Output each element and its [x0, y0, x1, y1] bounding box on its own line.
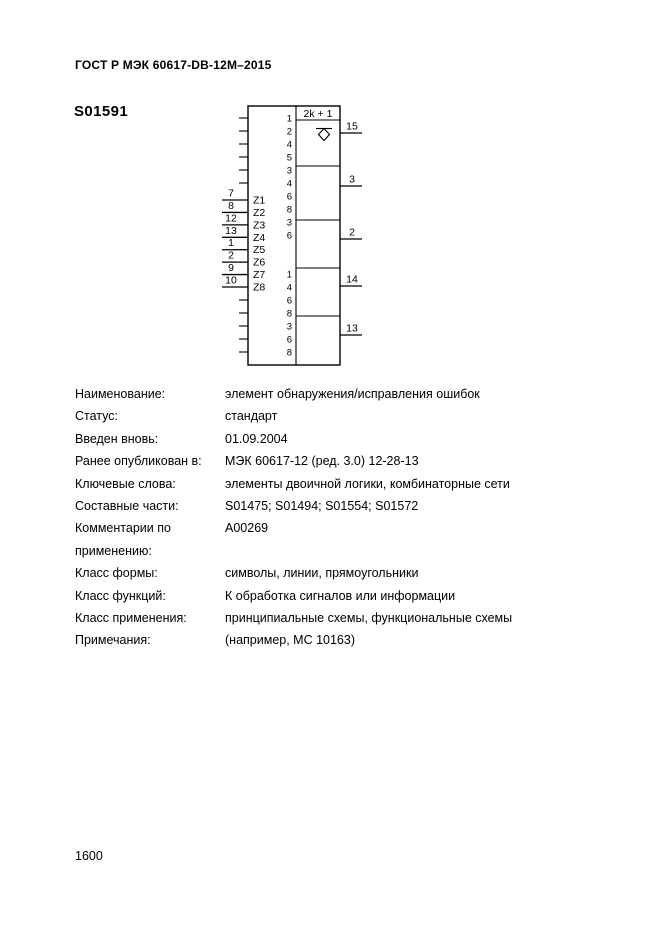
weight-number: 4: [286, 178, 292, 190]
page-number: 1600: [75, 849, 103, 863]
symbol-id: S01591: [74, 103, 129, 120]
weight-number: 8: [286, 308, 292, 320]
circuit-diagram: [0, 0, 661, 380]
input-label: Z7: [253, 269, 266, 282]
property-value: МЭК 60617-12 (ред. 3.0) 12-28-13: [225, 454, 419, 469]
weight-number: 4: [286, 282, 292, 294]
property-label: Статус:: [75, 409, 118, 424]
property-value: (например, MC 10163): [225, 633, 355, 648]
weight-number: 2: [286, 126, 292, 138]
property-row: [75, 473, 590, 495]
property-row: [75, 629, 590, 651]
weight-number: 3: [286, 321, 292, 333]
left-pin-number: 2: [228, 249, 234, 262]
property-row: [75, 607, 590, 629]
property-value: A00269: [225, 521, 269, 536]
property-row: [75, 428, 590, 450]
property-label: Класс применения:: [75, 611, 187, 626]
property-row: [75, 517, 590, 562]
property-label: Комментарии по применению:: [75, 521, 171, 558]
property-value: принципиальные схемы, функциональные схемы: [225, 611, 513, 626]
properties-table: [75, 383, 590, 652]
property-row: [75, 383, 590, 405]
weight-number: 1: [286, 269, 292, 281]
property-value: 01.09.2004: [225, 431, 288, 446]
property-value: элементы двоичной логики, комбинаторные сети: [225, 476, 510, 491]
weight-number: 5: [286, 152, 292, 164]
input-label: Z4: [253, 231, 266, 244]
property-row: [75, 585, 590, 607]
input-label: Z1: [253, 194, 266, 207]
input-label: Z5: [253, 244, 266, 257]
property-value: элемент обнаружения/исправления ошибок: [225, 387, 480, 401]
weight-number: 3: [286, 217, 292, 229]
left-pin-number: 12: [225, 212, 237, 225]
weight-number: 6: [286, 230, 292, 242]
open-circuit-diamond-icon: [319, 129, 330, 141]
property-row: [75, 495, 590, 517]
property-label: Ключевые слова:: [75, 476, 176, 491]
weight-number: 6: [286, 295, 292, 307]
property-value: символы, линии, прямоугольники: [225, 566, 419, 581]
property-label: Составные части:: [75, 499, 179, 514]
input-label: Z6: [253, 256, 266, 269]
property-row: [75, 405, 590, 427]
left-pin-number: 9: [228, 262, 234, 275]
right-pin-number: 13: [346, 322, 358, 335]
property-label: Класс формы:: [75, 566, 158, 581]
right-pin-number: 14: [346, 273, 358, 286]
property-label: Класс функций:: [75, 588, 166, 603]
left-pin-number: 13: [225, 224, 237, 237]
right-pin-number: 2: [349, 226, 355, 239]
weight-number: 4: [286, 139, 292, 151]
weight-number: 3: [286, 165, 292, 177]
property-label: Ранее опубликован в:: [75, 454, 202, 469]
property-value: S01475; S01494; S01554; S01572: [225, 499, 419, 514]
diagram-top-label: 2k + 1: [303, 108, 333, 120]
left-pin-number: 10: [225, 274, 237, 287]
right-pin-number: 3: [349, 173, 355, 186]
left-pin-number: 7: [228, 187, 234, 200]
weight-number: 8: [286, 347, 292, 359]
input-label: Z3: [253, 219, 266, 232]
weight-number: 1: [286, 113, 292, 125]
input-label: Z2: [253, 206, 266, 219]
property-row: [75, 450, 590, 472]
property-row: [75, 562, 590, 584]
weight-number: 6: [286, 334, 292, 346]
document-header: ГОСТ Р МЭК 60617-DB-12M–2015: [75, 58, 272, 72]
right-pin-number: 15: [346, 120, 358, 133]
property-label: Наименование:: [75, 387, 166, 401]
property-value: стандарт: [225, 409, 278, 424]
input-label: Z8: [253, 281, 266, 294]
weight-number: 8: [286, 204, 292, 216]
property-value: К обработка сигналов или информации: [225, 588, 456, 603]
property-label: Примечания:: [75, 633, 151, 648]
left-pin-number: 1: [228, 237, 234, 250]
property-label: Введен вновь:: [75, 431, 159, 446]
left-pin-number: 8: [228, 199, 234, 212]
weight-number: 6: [286, 191, 292, 203]
